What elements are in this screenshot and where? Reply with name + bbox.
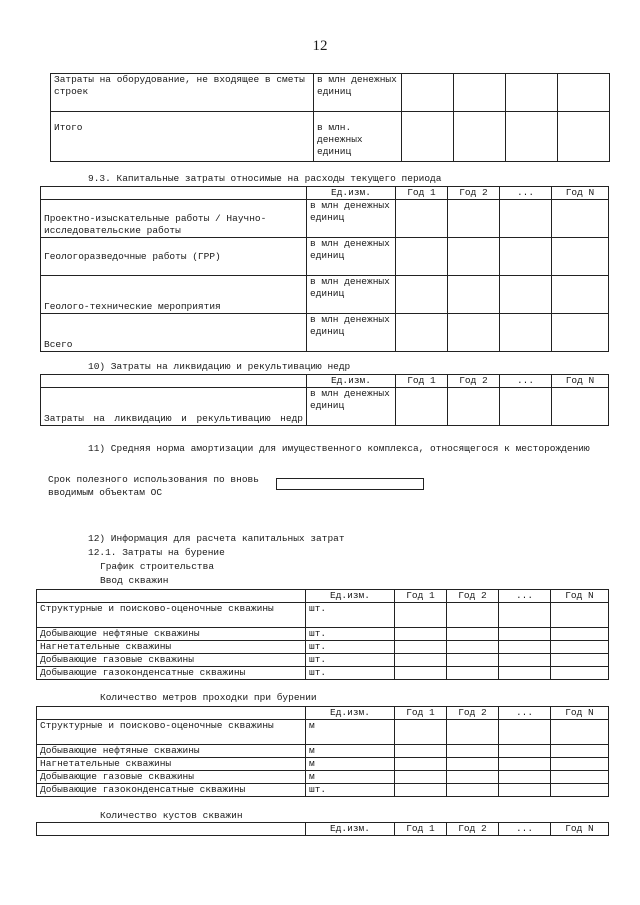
value-cell[interactable] (506, 74, 558, 112)
unit-cell: в млн денежных единиц (307, 200, 396, 238)
section-12-1-title: 12.1. Затраты на бурение (88, 547, 225, 558)
value-cell[interactable] (500, 276, 552, 314)
header-cell (41, 375, 307, 388)
header-ellipsis: ... (499, 823, 551, 836)
value-cell[interactable] (447, 745, 499, 758)
value-cell[interactable] (447, 784, 499, 797)
value-cell[interactable] (447, 641, 499, 654)
value-cell[interactable] (447, 720, 499, 745)
value-cell[interactable] (551, 771, 609, 784)
row-label: Добывающие газоконденсатные скважины (37, 784, 306, 797)
value-cell[interactable] (448, 238, 500, 276)
header-cell (41, 187, 307, 200)
unit-cell: шт. (306, 654, 395, 667)
unit-cell: в млн денежных единиц (307, 238, 396, 276)
section-11-title: 11) Средняя норма амортизации для имущественного комплекса, относящегося к месторождению (88, 443, 590, 454)
row-label: Добывающие нефтяные скважины (37, 745, 306, 758)
table-row (37, 771, 609, 784)
value-cell[interactable] (396, 314, 448, 352)
table-row (37, 784, 609, 797)
value-cell[interactable] (448, 200, 500, 238)
header-year-2: Год 2 (447, 707, 499, 720)
table-equipment-costs (50, 73, 610, 162)
header-ellipsis: ... (499, 590, 551, 603)
value-cell[interactable] (499, 720, 551, 745)
header-ellipsis: ... (500, 375, 552, 388)
header-unit: Ед.изм. (306, 707, 395, 720)
value-cell[interactable] (552, 314, 609, 352)
value-cell[interactable] (552, 238, 609, 276)
value-cell[interactable] (551, 745, 609, 758)
value-cell[interactable] (395, 603, 447, 628)
useful-life-input[interactable] (276, 478, 424, 490)
value-cell[interactable] (552, 200, 609, 238)
value-cell[interactable] (447, 771, 499, 784)
value-cell[interactable] (395, 641, 447, 654)
section-9-3-title: 9.3. Капитальные затраты относимые на расходы текущего периода (88, 173, 442, 184)
header-year-2: Год 2 (448, 187, 500, 200)
header-year-2: Год 2 (448, 375, 500, 388)
table-clusters (36, 822, 609, 836)
unit-cell: шт. (306, 641, 395, 654)
value-cell[interactable] (552, 276, 609, 314)
table-wells (36, 589, 609, 680)
unit-cell: в млн денежных единиц (307, 388, 396, 426)
unit-cell: м (306, 745, 395, 758)
value-cell[interactable] (448, 388, 500, 426)
header-year-1: Год 1 (396, 375, 448, 388)
value-cell[interactable] (395, 745, 447, 758)
header-year-n: Год N (551, 590, 609, 603)
header-year-n: Год N (551, 823, 609, 836)
value-cell[interactable] (551, 628, 609, 641)
value-cell[interactable] (395, 758, 447, 771)
value-cell[interactable] (551, 641, 609, 654)
value-cell[interactable] (395, 654, 447, 667)
header-unit: Ед.изм. (307, 375, 396, 388)
section-10-title: 10) Затраты на ликвидацию и рекультивацию недр (88, 361, 351, 372)
value-cell[interactable] (499, 745, 551, 758)
value-cell[interactable] (447, 654, 499, 667)
value-cell[interactable] (448, 276, 500, 314)
value-cell[interactable] (551, 720, 609, 745)
table-row (37, 720, 609, 745)
value-cell[interactable] (447, 628, 499, 641)
table-header (37, 823, 609, 836)
value-cell[interactable] (448, 314, 500, 352)
row-label: Затраты на оборудование, не входящее в сметы строек (51, 74, 314, 112)
row-label: Затраты на ликвидацию и рекультивацию недр (41, 388, 307, 426)
value-cell[interactable] (552, 388, 609, 426)
value-cell[interactable] (499, 641, 551, 654)
value-cell[interactable] (551, 603, 609, 628)
unit-cell: шт. (306, 628, 395, 641)
value-cell[interactable] (551, 654, 609, 667)
value-cell[interactable] (396, 388, 448, 426)
table-header (41, 375, 609, 388)
value-cell[interactable] (395, 771, 447, 784)
value-cell[interactable] (395, 667, 447, 680)
useful-life-label: Срок полезного использования по вновь вводимым объектам ОС (48, 474, 259, 498)
value-cell[interactable] (500, 314, 552, 352)
value-cell[interactable] (447, 603, 499, 628)
header-cell (37, 707, 306, 720)
row-label: Всего (41, 314, 307, 352)
header-year-2: Год 2 (447, 590, 499, 603)
table-row (41, 238, 609, 276)
header-year-n: Год N (552, 375, 609, 388)
table-row (51, 74, 610, 112)
row-label: Проектно-изыскательные работы / Научно-исследовательские работы (41, 200, 307, 238)
wells-input-label: Ввод скважин (100, 575, 169, 586)
header-year-n: Год N (551, 707, 609, 720)
value-cell[interactable] (499, 654, 551, 667)
table-liquidation (40, 374, 609, 426)
row-label: Нагнетательные скважины (37, 641, 306, 654)
table-meters (36, 706, 609, 797)
value-cell[interactable] (447, 667, 499, 680)
value-cell[interactable] (402, 112, 454, 162)
table-row (41, 276, 609, 314)
table-header (37, 590, 609, 603)
value-cell[interactable] (395, 628, 447, 641)
table-capital-costs (40, 186, 609, 352)
header-ellipsis: ... (500, 187, 552, 200)
value-cell[interactable] (454, 112, 506, 162)
row-label: Нагнетательные скважины (37, 758, 306, 771)
table-row (37, 667, 609, 680)
table-row (37, 745, 609, 758)
section-12-title: 12) Информация для расчета капитальных затрат (88, 533, 345, 544)
unit-cell: м (306, 720, 395, 745)
value-cell[interactable] (500, 238, 552, 276)
unit-cell: в млн денежных единиц (307, 276, 396, 314)
header-unit: Ед.изм. (307, 187, 396, 200)
header-year-1: Год 1 (396, 187, 448, 200)
value-cell[interactable] (402, 74, 454, 112)
value-cell[interactable] (499, 758, 551, 771)
value-cell[interactable] (499, 784, 551, 797)
unit-cell: м (306, 771, 395, 784)
unit-cell: шт. (306, 667, 395, 680)
value-cell[interactable] (499, 628, 551, 641)
value-cell[interactable] (395, 784, 447, 797)
table-row (41, 314, 609, 352)
unit-cell: в млн денежных единиц (307, 314, 396, 352)
value-cell[interactable] (551, 667, 609, 680)
value-cell[interactable] (506, 112, 558, 162)
header-year-2: Год 2 (447, 823, 499, 836)
unit-cell: м (306, 758, 395, 771)
header-year-1: Год 1 (395, 707, 447, 720)
value-cell[interactable] (500, 200, 552, 238)
value-cell[interactable] (447, 758, 499, 771)
row-label: Геолого-технические мероприятия (41, 276, 307, 314)
header-cell (37, 823, 306, 836)
row-label: Структурные и поисково-оценочные скважины (37, 603, 306, 628)
value-cell[interactable] (396, 200, 448, 238)
value-cell[interactable] (396, 276, 448, 314)
row-label: Добывающие газовые скважины (37, 771, 306, 784)
header-cell (37, 590, 306, 603)
value-cell[interactable] (551, 758, 609, 771)
header-ellipsis: ... (499, 707, 551, 720)
table-row (51, 112, 610, 162)
schedule-label: График строительства (100, 561, 215, 572)
unit-cell: в млн. денежных единиц (314, 112, 402, 162)
table-header (41, 187, 609, 200)
header-unit: Ед.изм. (306, 823, 395, 836)
value-cell[interactable] (454, 74, 506, 112)
table-row (41, 200, 609, 238)
value-cell[interactable] (499, 667, 551, 680)
meters-title: Количество метров проходки при бурении (100, 692, 317, 703)
clusters-title: Количество кустов скважин (100, 810, 243, 821)
row-label: Итого (51, 112, 314, 162)
row-label: Структурные и поисково-оценочные скважины (37, 720, 306, 745)
header-year-1: Год 1 (395, 590, 447, 603)
row-label: Добывающие нефтяные скважины (37, 628, 306, 641)
value-cell[interactable] (395, 720, 447, 745)
value-cell[interactable] (499, 603, 551, 628)
row-label: Добывающие газоконденсатные скважины (37, 667, 306, 680)
table-row (37, 603, 609, 628)
header-year-n: Год N (552, 187, 609, 200)
header-year-1: Год 1 (395, 823, 447, 836)
value-cell[interactable] (551, 784, 609, 797)
unit-cell: шт. (306, 784, 395, 797)
value-cell[interactable] (396, 238, 448, 276)
unit-cell: в млн денежных единиц (314, 74, 402, 112)
table-row (41, 388, 609, 426)
table-header (37, 707, 609, 720)
unit-cell: шт. (306, 603, 395, 628)
value-cell[interactable] (558, 112, 610, 162)
table-row (37, 654, 609, 667)
row-label: Добывающие газовые скважины (37, 654, 306, 667)
table-row (37, 628, 609, 641)
table-row (37, 758, 609, 771)
page-number: 12 (312, 38, 328, 54)
value-cell[interactable] (499, 771, 551, 784)
row-label: Геологоразведочные работы (ГРР) (41, 238, 307, 276)
value-cell[interactable] (558, 74, 610, 112)
table-row (37, 641, 609, 654)
header-unit: Ед.изм. (306, 590, 395, 603)
value-cell[interactable] (500, 388, 552, 426)
